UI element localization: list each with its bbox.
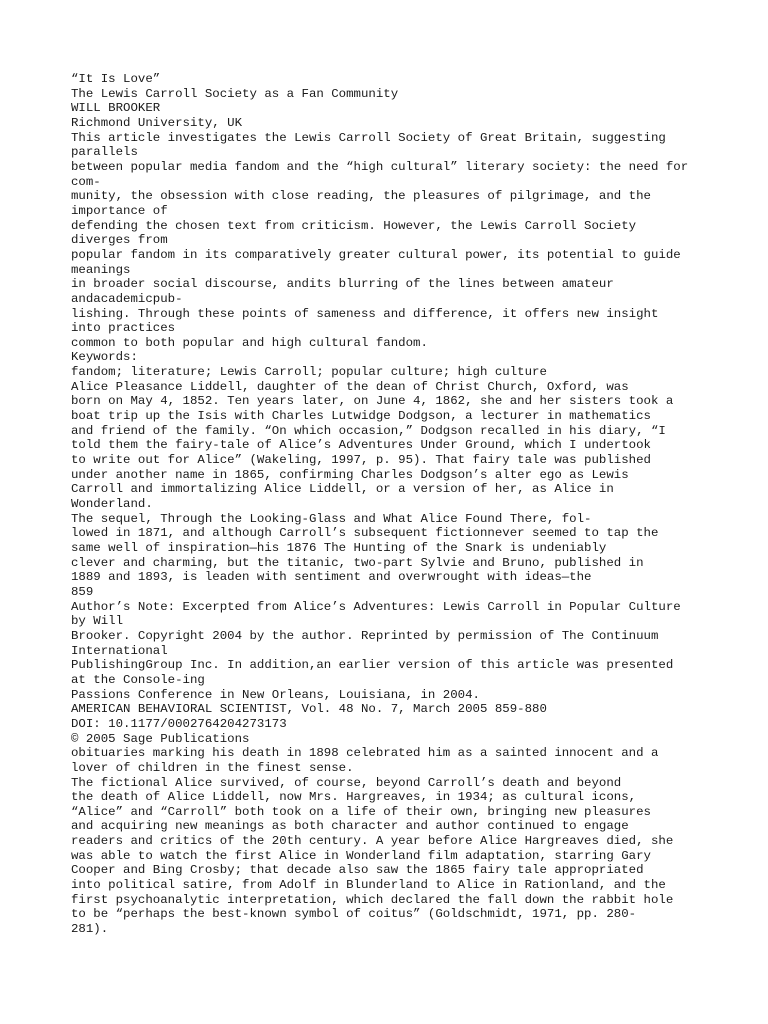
body-line: lover of children in the finest sense.	[71, 760, 354, 775]
author-note-line: PublishingGroup Inc. In addition,an earlier version of this article was presented	[71, 658, 674, 673]
keywords-list: fandom; literature; Lewis Carroll; popular culture; high culture	[71, 365, 547, 380]
body-line: Alice Pleasance Liddell, daughter of the dean of Christ Church, Oxford, was	[71, 379, 629, 394]
author-note-line: Brooker. Copyright 2004 by the author. Reprinted by permission of The Continuum	[71, 628, 659, 643]
body-line: the death of Alice Liddell, now Mrs. Hargreaves, in 1934; as cultural icons,	[71, 790, 637, 805]
abstract-line: andacademicpub-	[71, 291, 183, 306]
body-line: to write out for Alice” (Wakeling, 1997, p. 95). That fairy tale was published	[71, 453, 651, 468]
abstract-line: meanings	[71, 262, 131, 277]
abstract-line: popular fandom in its comparatively greater cultural power, its potential to guide	[71, 247, 681, 262]
body-line: first psychoanalytic interpretation, which declared the fall down the rabbit hole	[71, 892, 674, 907]
doi: DOI: 10.1177/0002764204273173	[71, 716, 287, 731]
body-line: 281).	[71, 922, 109, 937]
copyright-notice: © 2005 Sage Publications	[71, 731, 250, 746]
body-line: The sequel, Through the Looking-Glass and What Alice Found There, fol-	[71, 511, 592, 526]
author-note-line: International	[71, 643, 168, 658]
author-name: WILL BROOKER	[71, 101, 161, 116]
author-affiliation: Richmond University, UK	[71, 115, 243, 130]
abstract-line: diverges from	[71, 233, 168, 248]
body-line: told them the fairy-tale of Alice’s Adventures Under Ground, which I undertook	[71, 438, 651, 453]
author-note-line: Author’s Note: Excerpted from Alice’s Adventures: Lewis Carroll in Popular Culture	[71, 599, 681, 614]
article-subtitle: The Lewis Carroll Society as a Fan Community	[71, 86, 399, 101]
body-line: to be “perhaps the best-known symbol of coitus” (Goldschmidt, 1971, pp. 280-	[71, 907, 637, 922]
body-line: “Alice” and “Carroll” both took on a life of their own, bringing new pleasures	[71, 804, 651, 819]
abstract-line: This article investigates the Lewis Carroll Society of Great Britain, suggesting	[71, 130, 666, 145]
abstract-line: between popular media fandom and the “high cultural” literary society: the need for	[71, 159, 689, 174]
body-line: and friend of the family. “On which occasion,” Dodgson recalled in his diary, “I	[71, 423, 666, 438]
author-note-line: Passions Conference in New Orleans, Louisiana, in 2004.	[71, 687, 480, 702]
abstract-line: lishing. Through these points of sameness and difference, it offers new insight	[71, 306, 659, 321]
journal-citation: AMERICAN BEHAVIORAL SCIENTIST, Vol. 48 No. 7, March 2005 859-880	[71, 702, 547, 717]
body-line: Cooper and Bing Crosby; that decade also saw the 1865 fairy tale appropriated	[71, 863, 644, 878]
body-line: and acquiring new meanings as both character and author continued to engage	[71, 819, 629, 834]
abstract-line: parallels	[71, 145, 138, 160]
body-line: The fictional Alice survived, of course, beyond Carroll’s death and beyond	[71, 775, 622, 790]
abstract-line: defending the chosen text from criticism. However, the Lewis Carroll Society	[71, 218, 637, 233]
document-page	[71, 72, 751, 937]
abstract-line: common to both popular and high cultural fandom.	[71, 335, 428, 350]
abstract-line: into practices	[71, 321, 176, 336]
body-line: 1889 and 1893, is leaden with sentiment and overwrought with ideas—the	[71, 570, 592, 585]
abstract-line: munity, the obsession with close reading, the pleasures of pilgrimage, and the	[71, 189, 651, 204]
abstract-line: com-	[71, 174, 101, 189]
abstract-line: in broader social discourse, andits blurring of the lines between amateur	[71, 277, 614, 292]
author-note-line: by Will	[71, 614, 124, 629]
body-line: readers and critics of the 20th century. A year before Alice Hargreaves died, she	[71, 834, 674, 849]
body-line: lowed in 1871, and although Carroll’s subsequent fictionnever seemed to tap the	[71, 526, 659, 541]
page-number: 859	[71, 584, 94, 599]
keywords-label: Keywords:	[71, 350, 138, 365]
body-line: Carroll and immortalizing Alice Liddell, or a version of her, as Alice in	[71, 482, 614, 497]
abstract-line: importance of	[71, 203, 168, 218]
body-line: born on May 4, 1852. Ten years later, on June 4, 1862, she and her sisters took a	[71, 394, 674, 409]
body-line: into political satire, from Adolf in Blunderland to Alice in Rationland, and the	[71, 878, 666, 893]
body-line: boat trip up the Isis with Charles Lutwidge Dodgson, a lecturer in mathematics	[71, 409, 651, 424]
article-quote-title: “It Is Love”	[71, 72, 161, 86]
body-line: was able to watch the first Alice in Wonderland film adaptation, starring Gary	[71, 848, 651, 863]
body-line: Wonderland.	[71, 497, 153, 512]
body-line: clever and charming, but the titanic, two-part Sylvie and Bruno, published in	[71, 555, 644, 570]
body-line: same well of inspiration—his 1876 The Hunting of the Snark is undeniably	[71, 541, 607, 555]
author-note-line: at the Console-ing	[71, 672, 205, 687]
body-line: obituaries marking his death in 1898 celebrated him as a sainted innocent and a	[71, 746, 659, 761]
body-line: under another name in 1865, confirming Charles Dodgson’s alter ego as Lewis	[71, 467, 629, 482]
